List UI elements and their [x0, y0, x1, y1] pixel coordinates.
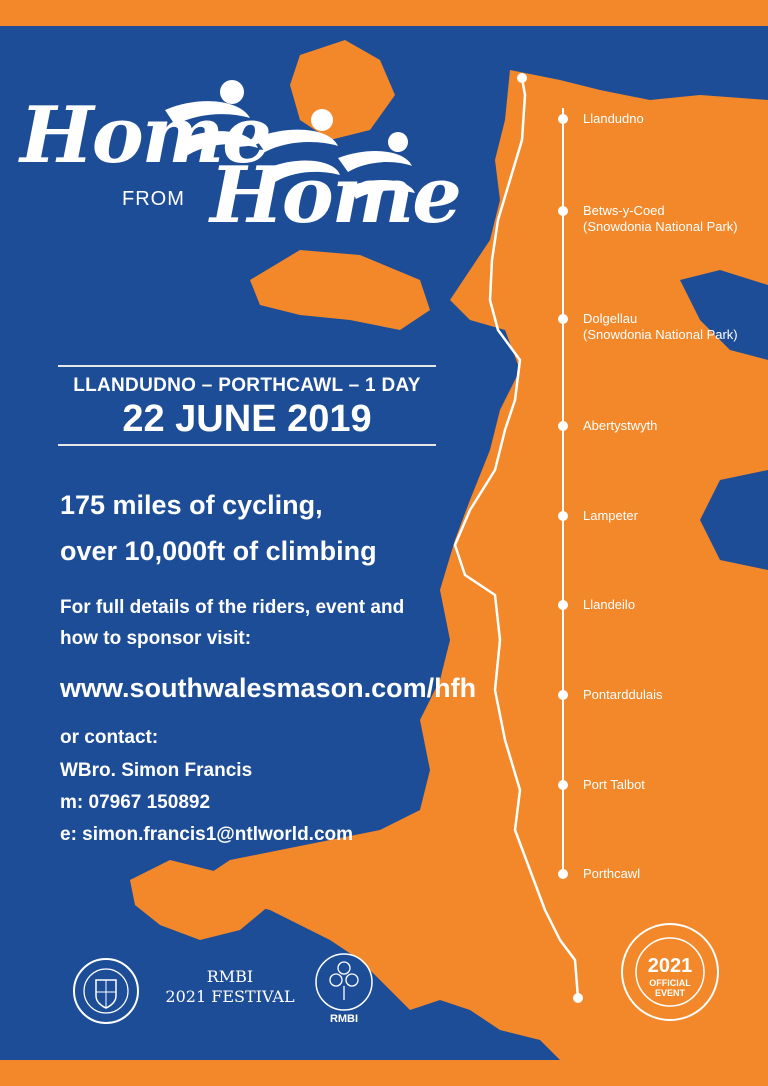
badge-line-2: EVENT	[654, 988, 686, 998]
title-home-word: Home	[20, 90, 270, 181]
stop-label: Dolgellau (Snowdonia National Park)	[583, 311, 738, 342]
stop-label: Abertystwyth	[583, 418, 658, 433]
stop-label: Pontarddulais	[583, 687, 663, 702]
details-line-2: how to sponsor visit:	[60, 628, 252, 649]
contact-intro: or contact:	[60, 727, 159, 748]
details-line-1: For full details of the riders, event and	[60, 597, 405, 618]
contact-mobile[interactable]: m: 07967 150892	[60, 792, 211, 813]
highlight-line-2: over 10,000ft of climbing	[60, 536, 377, 566]
stop-label: Llandeilo	[583, 597, 636, 612]
stop-label: Porthcawl	[583, 866, 641, 881]
title-home-word-2: Home	[210, 150, 460, 241]
route-line: LLANDUDNO – PORTHCAWL – 1 DAY	[73, 375, 421, 396]
highlight-line-1: 175 miles of cycling,	[60, 490, 323, 520]
bottom-orange-band	[0, 1060, 768, 1086]
badge-line-1: OFFICIAL	[649, 978, 691, 988]
stop-label: Port Talbot	[583, 777, 645, 792]
event-date: 22 JUNE 2019	[122, 398, 372, 440]
contact-email[interactable]: e: simon.francis1@ntlworld.com	[60, 824, 354, 845]
stop-label: Llandudno	[583, 111, 644, 126]
rmbi-logo-text: RMBI	[329, 1013, 359, 1025]
festival-line-1: RMBI	[206, 967, 254, 986]
stop-label: Lampeter	[583, 508, 638, 523]
festival-line-2: 2021 FESTIVAL	[165, 987, 295, 1006]
contact-name: WBro. Simon Francis	[60, 760, 253, 781]
title-from-word: FROM	[122, 188, 185, 210]
stop-label: Betws-y-Coed (Snowdonia National Park)	[583, 203, 738, 234]
website-link[interactable]: www.southwalesmason.com/hfh	[60, 673, 477, 703]
badge-year: 2021	[647, 955, 693, 977]
